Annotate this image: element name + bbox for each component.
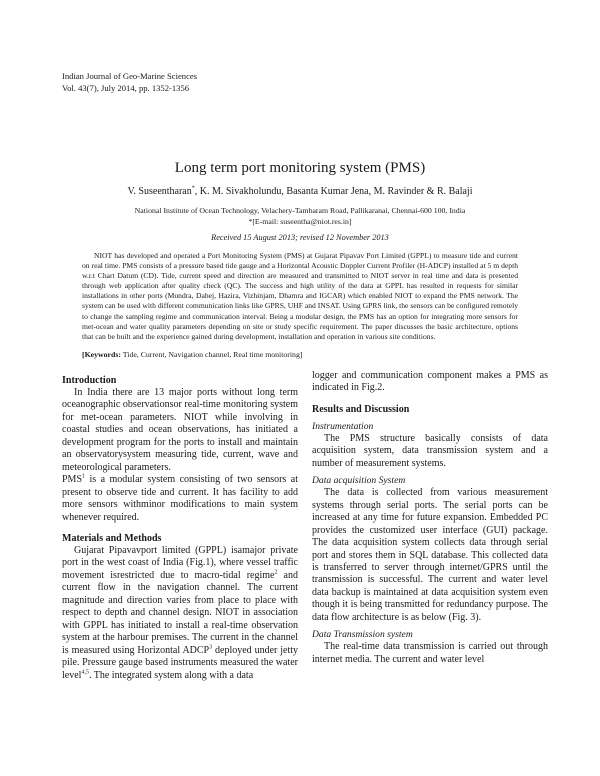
data-transmission-paragraph: The real-time data transmission is carried out through internet media. The current and water level <box>312 641 548 665</box>
keywords-label: [Keywords: <box>82 350 121 359</box>
results-heading: Results and Discussion <box>312 403 410 415</box>
instrumentation-paragraph: The PMS structure basically consists of data acquisition system, data transmission system and a number of measurement systems. <box>312 432 548 469</box>
abstract: NIOT has developed and operated a Port Monitoring System (PMS) at Gujarat Pipavav Port Limited (GPPL) to measure tide and current on real time. PMS consists of a pressure based tide gauge and a Horizontal Acoustic Doppler Current Profiler (H-ADCP) installed at 5 m depth w.r.t Chart Datum (CD). Tide, current speed and direction are measured and transmitted to NIOT server in real time and data is presented through web application after quality check (QC). The success and high utility of the data at GPPL has resulted in requests for similar installations in other ports (Mundra, Dahej, Hazira, Vizhinjam, Dhamra and IGCAR) which enabled NIOT to expand the PMS network. The system can be used with different communication links like GPRS, UHF and INSAT. Using GPRS link, the sensors can be configured remotely to change the sampling regime and communication interval. Being a modular design, the PMS has an option for integrating more sensors for met-ocean and water quality parameters depending on site or study specific requirement. The paper discusses the basic architecture, options that can be built and the experience gained during development, installation and operation in various site conditions. <box>82 251 518 341</box>
data-transmission-heading: Data Transmission system <box>312 629 413 641</box>
reference-mark: 2 <box>274 569 278 576</box>
reference-mark: 3 <box>209 644 213 651</box>
continued-paragraph: logger and communication component makes a PMS as indicated in Fig.2. <box>312 370 548 394</box>
methods-text-b: and current flow in the navigation channel. The current magnitude and direction varies from place to place with respect to depth and channel design. NIOT in association with GPPL has initiated to install a real-time observation system at the harbour premises. The current in the channel is measured using Horizontal ADCP <box>62 569 298 656</box>
methods-text-c: deployed under jetty pile. Pressure gauge based instruments measured the water level <box>62 644 299 681</box>
introduction-paragraph-1: In India there are 13 major ports without long term oceanographic observationsor real-time monitoring system for met-ocean parameters. NIOT while involving in coastal studies and ocean observations, has initiated a development program for the ports to install and maintain an observatorysystem measuring tide, current, wave and meteorological parameters. <box>62 387 298 473</box>
reference-mark: 1 <box>82 473 86 480</box>
methods-text-a: Gujarat Pipavavport limited (GPPL) isamajor private port in the west coast of India (Fig.1), where vessel traffic movement isrestricted due to macro-tidal regime <box>62 544 298 581</box>
instrumentation-heading: Instrumentation <box>312 420 374 432</box>
author-list <box>0 186 600 197</box>
keywords <box>82 350 518 359</box>
keywords-text: Tide, Current, Navigation channel, Real time monitoring] <box>120 350 303 359</box>
introduction-paragraph-2 <box>62 474 298 524</box>
other-authors: , K. M. Sivakholundu, Basanta Kumar Jena, M. Ravinder & R. Balaji <box>194 186 473 197</box>
paper-title: Long term port monitoring system (PMS) <box>174 160 426 176</box>
data-acquisition-heading: Data acquisition System <box>312 475 406 487</box>
pms-term: PMS <box>62 474 83 486</box>
first-author: V. Suseentharan <box>127 186 192 197</box>
journal-citation: Vol. 43(7), July 2014, pp. 1352-1356 <box>62 83 190 93</box>
author-email: *[E-mail: suseentha@niot.res.in] <box>248 216 352 226</box>
introduction-paragraph-2-text: is a modular system consisting of two sensors at present to observe tide and current. It has facility to add more sensors withminor modifications to main system whenever required. <box>62 474 298 523</box>
introduction-heading: Introduction <box>62 375 117 386</box>
journal-name: Indian Journal of Geo-Marine Sciences <box>62 71 198 81</box>
corresponding-mark: * <box>191 185 195 192</box>
methods-text-d: . The integrated system along with a data <box>88 669 254 681</box>
data-acquisition-paragraph: The data is collected from various measurement systems through serial ports. The serial ports can be increased at any time for future expansion. Embedded PC provides the customized user interface (GUI) package. The data acquisition system collects data through serial port and stores them in SQL database. This collected data is transferred to server through internet/GPRS until the transmission is successful. The current and water level data backup is maintained at data acquisition system even though it is being transmitted for redundancy purpose. The data flow architecture is as below (Fig. 3). <box>312 487 548 623</box>
right-column <box>312 370 548 666</box>
received-dates: Received 15 August 2013; revised 12 November 2013 <box>211 233 389 242</box>
methods-heading: Materials and Methods <box>62 532 162 544</box>
left-column <box>62 370 298 682</box>
affiliation-address: National Institute of Ocean Technology, Velachery-Tambaram Road, Pallikaranai, Chennai-600 100, India <box>134 206 466 215</box>
reference-mark: 4,5 <box>81 669 89 676</box>
journal-header <box>62 70 197 94</box>
methods-paragraph <box>62 545 298 682</box>
affiliation <box>0 206 600 227</box>
